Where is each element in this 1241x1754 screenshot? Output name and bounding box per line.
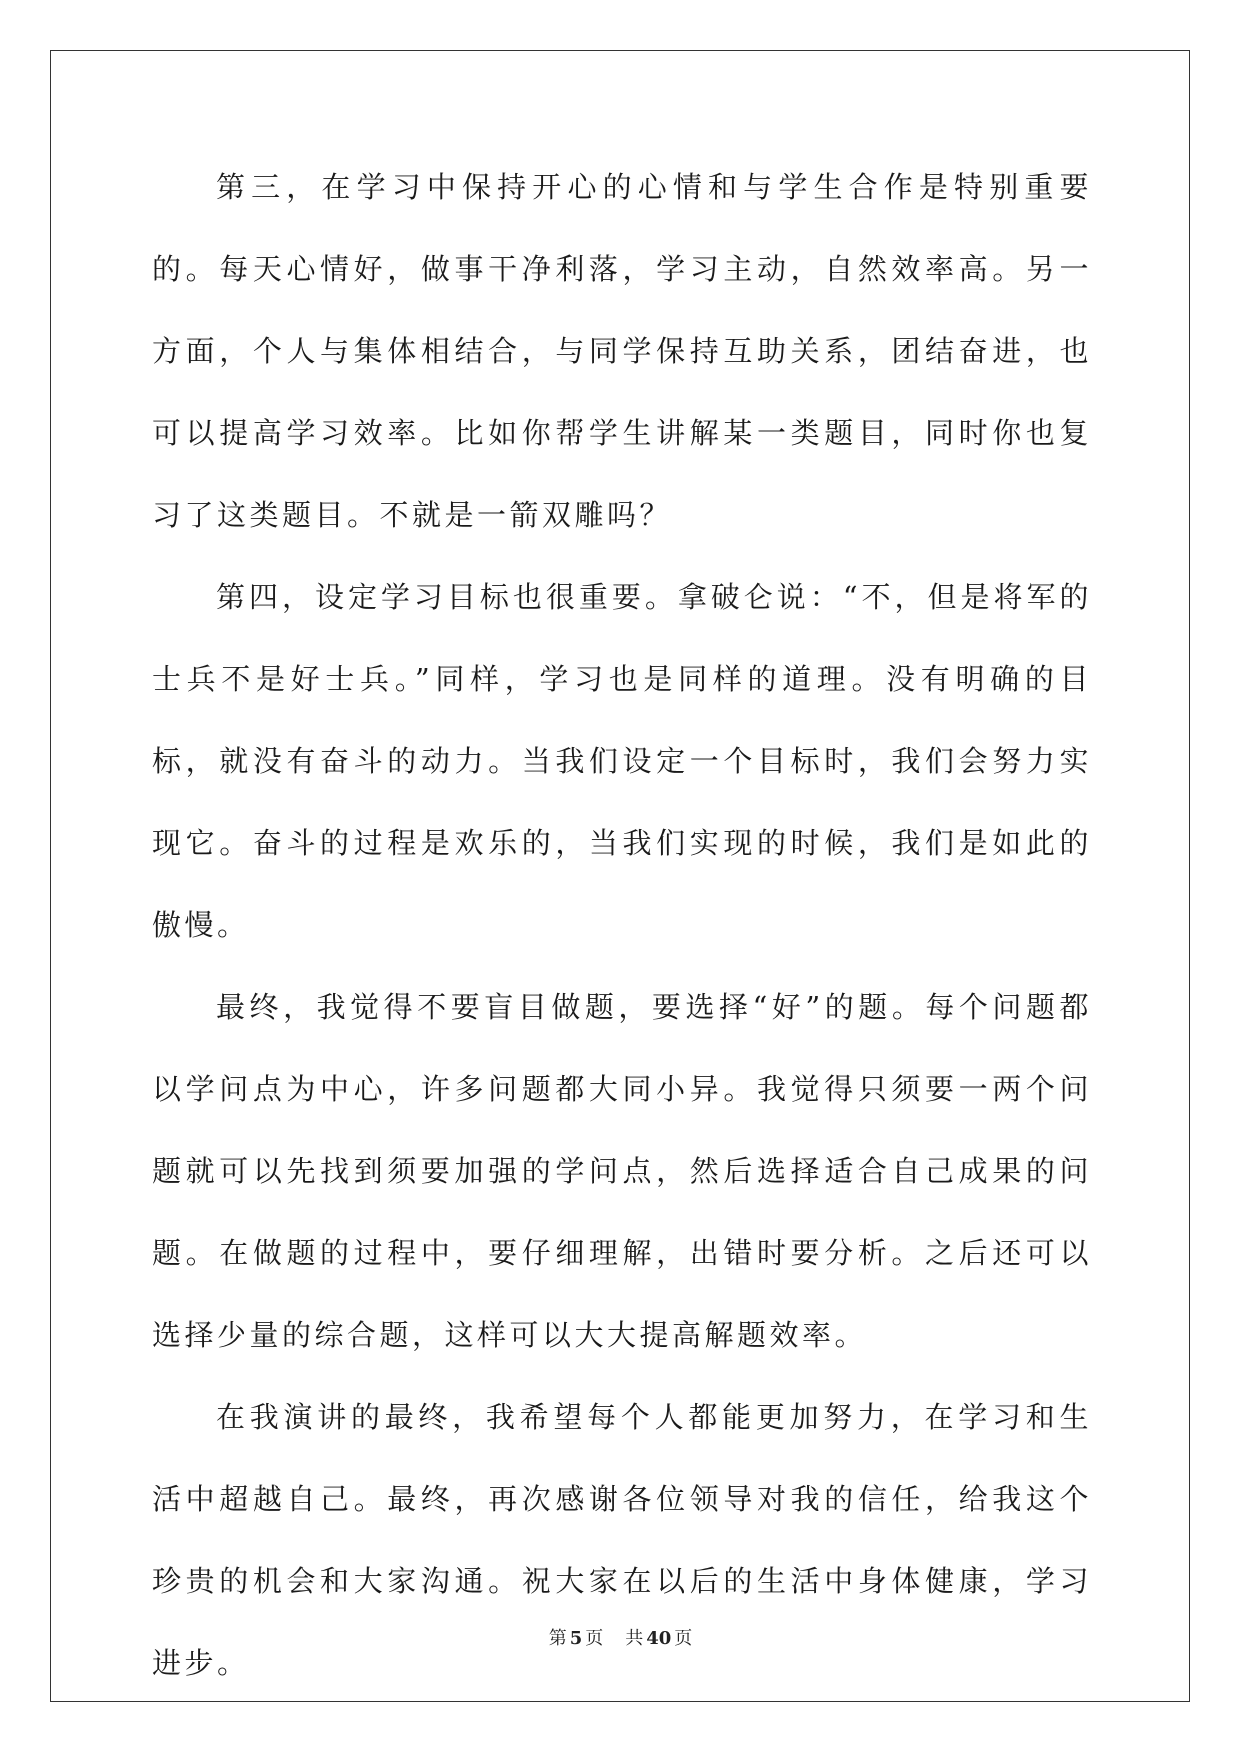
page-number: 5 xyxy=(569,1628,583,1649)
paragraph-third-point: 第三，在学习中保持开心的心情和与学生合作是特别重要的。每天心情好，做事干净利落，学习主动，自然效率高。另一方面，个人与集体相结合，与同学保持互助关系，团结奋进，也可以提高学习效率。比如你帮学生讲解某一类题目，同时你也复习了这类题目。不就是一箭双雕吗？ xyxy=(152,170,1092,532)
paragraph-fourth-point: 第四，设定学习目标也很重要。拿破仑说：“不，但是将军的士兵不是好士兵。”同样，学习也是同样的道理。没有明确的目标，就没有奋斗的动力。当我们设定一个目标时，我们会努力实现它。奋斗的过程是欢乐的，当我们实现的时候，我们是如此的傲慢。 xyxy=(152,580,1092,942)
page-label-prefix: 第 xyxy=(548,1628,567,1649)
total-label-prefix: 共 xyxy=(625,1628,644,1649)
document-body xyxy=(152,146,1092,1704)
page-footer xyxy=(0,1624,1241,1650)
paragraph-closing: 在我演讲的最终，我希望每个人都能更加努力，在学习和生活中超越自己。最终，再次感谢各位领导对我的信任，给我这个珍贵的机会和大家沟通。祝大家在以后的生活中身体健康，学习进步。 xyxy=(152,1400,1092,1680)
page-label-suffix: 页 xyxy=(585,1628,604,1649)
total-pages: 40 xyxy=(646,1628,672,1649)
total-label-suffix: 页 xyxy=(674,1628,693,1649)
paragraph-final-point: 最终，我觉得不要盲目做题，要选择“好”的题。每个问题都以学问点为中心，许多问题都大同小异。我觉得只须要一两个问题就可以先找到须要加强的学问点，然后选择适合自己成果的问题。在做题的过程中，要仔细理解，出错时要分析。之后还可以选择少量的综合题，这样可以大大提高解题效率。 xyxy=(152,990,1092,1352)
